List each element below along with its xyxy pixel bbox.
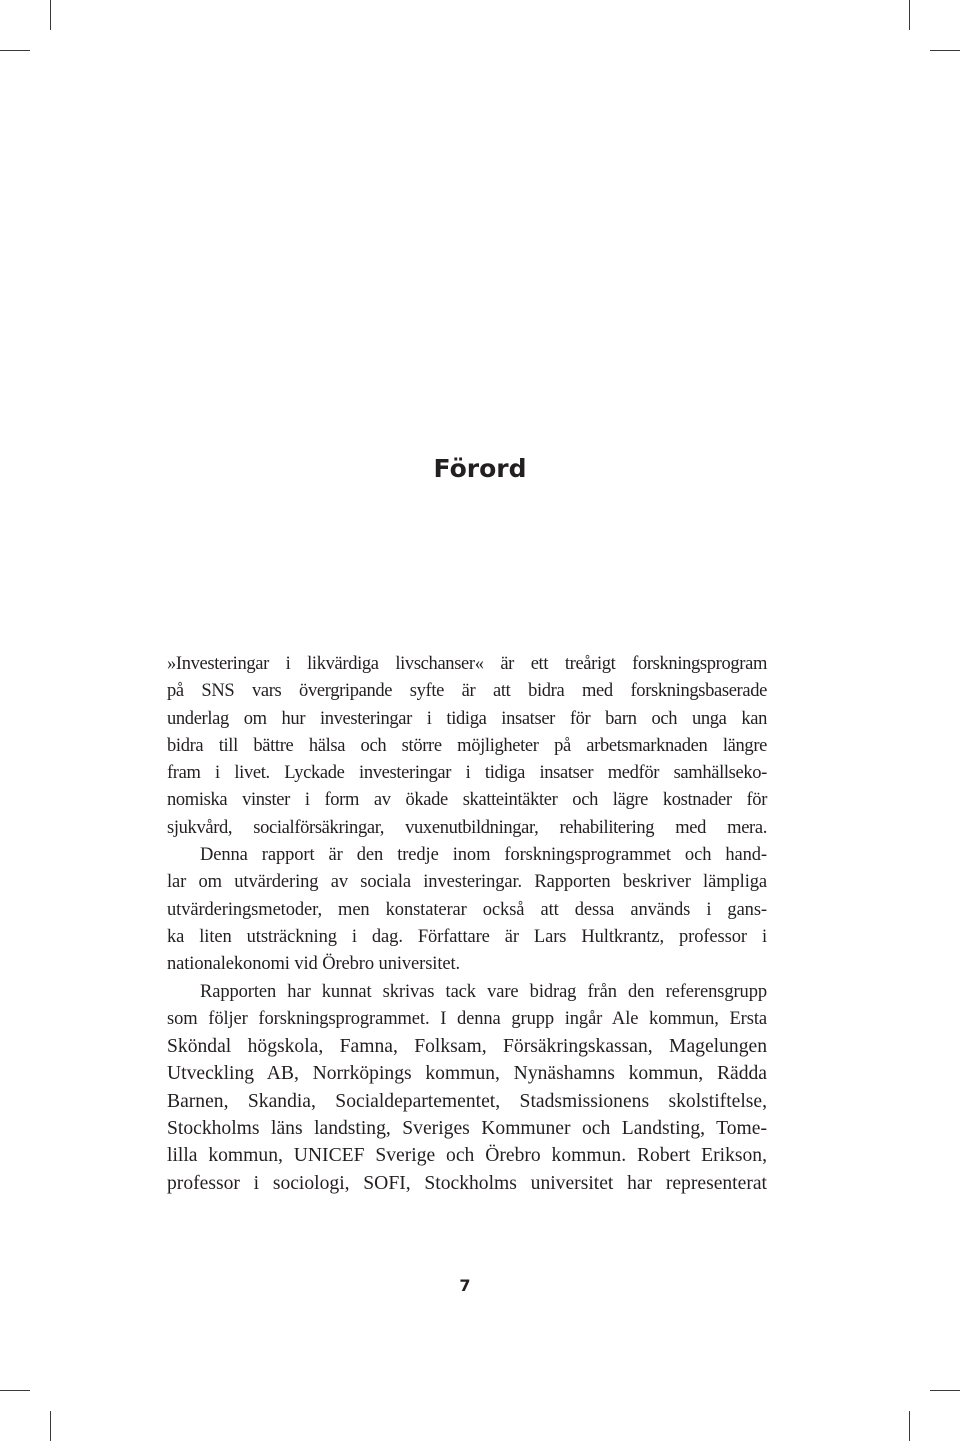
crop-mark-bottom-left	[50, 1411, 51, 1441]
text-line: nomiska vinster i form av ökade skatteintäkter och lägre kostnader för	[167, 790, 767, 811]
crop-mark-bottom-left-horizontal	[0, 1390, 30, 1391]
text-line: Denna rapport är den tredje inom forskningsprogrammet och hand-	[200, 845, 767, 866]
text-line: Utveckling AB, Norrköpings kommun, Nynäshamns kommun, Rädda	[167, 1063, 767, 1085]
crop-mark-bottom-right-horizontal	[930, 1390, 960, 1391]
crop-mark-top-left	[50, 0, 51, 30]
text-line: lar om utvärdering av sociala investeringar. Rapporten beskriver lämpliga	[167, 872, 767, 893]
crop-mark-top-left-horizontal	[0, 50, 30, 51]
text-line: på SNS vars övergripande syfte är att bidra med forskningsbaserade	[167, 681, 767, 702]
text-line: som följer forskningsprogrammet. I denna grupp ingår Ale kommun, Ersta	[167, 1008, 767, 1029]
crop-mark-top-right	[909, 0, 910, 30]
text-line: sjukvård, socialförsäkringar, vuxenutbildningar, rehabilitering med mera.	[167, 817, 767, 838]
crop-mark-bottom-right	[909, 1411, 910, 1441]
text-line: ka liten utsträckning i dag. Författare är Lars Hultkrantz, professor i	[167, 926, 767, 947]
text-line: Sköndal högskola, Famna, Folksam, Försäkringskassan, Magelungen	[167, 1036, 767, 1058]
page-number: 7	[459, 1276, 471, 1295]
text-line: professor i sociologi, SOFI, Stockholms universitet har representerat	[167, 1172, 767, 1194]
paragraph-2	[167, 842, 767, 978]
paragraph-1	[167, 651, 767, 842]
text-line: Barnen, Skandia, Socialdepartementet, Stadsmissionens skolstiftelse,	[167, 1090, 767, 1112]
body-text	[167, 651, 767, 1197]
text-line: underlag om hur investeringar i tidiga insatser för barn och unga kan	[167, 708, 767, 729]
text-line: fram i livet. Lyckade investeringar i tidiga insatser medför samhällseko-	[167, 763, 767, 784]
paragraph-3	[167, 979, 767, 1197]
text-line: utvärderingsmetoder, men konstaterar också att dessa används i gans-	[167, 899, 767, 920]
text-line: bidra till bättre hälsa och större möjligheter på arbetsmarknaden längre	[167, 735, 767, 756]
page-heading: Förord	[433, 454, 527, 483]
text-line: nationalekonomi vid Örebro universitet.	[167, 954, 461, 975]
text-line: Rapporten har kunnat skrivas tack vare bidrag från den referensgrupp	[200, 981, 767, 1002]
text-line: »Investeringar i likvärdiga livschanser« är ett treårigt forskningsprogram	[167, 654, 767, 674]
crop-mark-top-right-horizontal	[930, 50, 960, 51]
text-line: Stockholms läns landsting, Sveriges Kommuner och Landsting, Tome-	[167, 1118, 767, 1140]
text-line: lilla kommun, UNICEF Sverige och Örebro kommun. Robert Erikson,	[167, 1145, 767, 1167]
